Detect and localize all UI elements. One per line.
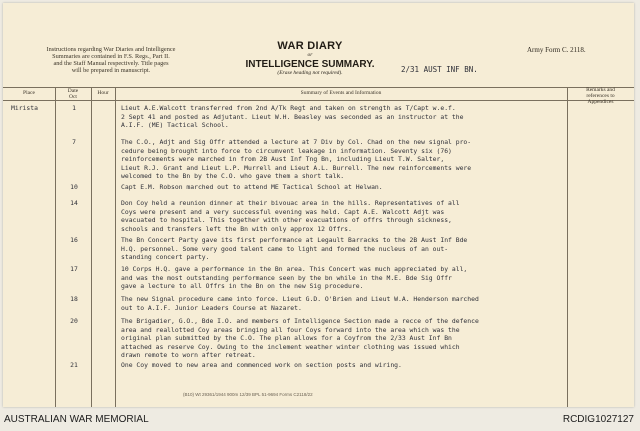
war-diary-title: WAR DIARY (277, 40, 343, 52)
header-rule (3, 100, 634, 101)
entry-date: 16 (70, 236, 78, 244)
col-header-hour: Hour (97, 90, 109, 96)
column-divider (567, 87, 568, 407)
column-divider (55, 87, 56, 407)
col-header-date: Date Oct (67, 88, 79, 100)
col-header-place: Place (23, 90, 35, 96)
entry-date: 14 (70, 199, 78, 207)
column-divider (115, 87, 116, 407)
entry-date: 17 (70, 265, 78, 273)
unit-name: 2/31 AUST INF BN. (401, 65, 478, 74)
entry-date: 1 (72, 104, 76, 112)
column-divider (91, 87, 92, 407)
col-header-remarks: Remarks and references to Appendices (586, 87, 615, 105)
entry-text: The new Signal procedure came into force. Lieut G.D. O'Brien and Lieut W.A. Henderson marched out to A.I.F. Junior Leaders Course at Nazaret. (121, 295, 479, 312)
entry-text: The Brigadier, G.O., Bde I.O. and members of Intelligence Section made a recce of the defence area and reallotted Coy areas bringing all four Coys forward into the area which was the original plan submitted by the C.O. The plan allows for a Coyfrom the 2/33 Aust Inf Bn attached as reserve Coy. Owing to the inclement weather winter clothing was issued which drawn remote to worn after retreat. (121, 317, 479, 359)
entry-date: 18 (70, 295, 78, 303)
diary-sheet (3, 3, 634, 407)
instructions-text: Instructions regarding War Diaries and Intelligence Summaries are contained in F.S. Regs., Part II. and the Staff Manual respectively. Title pages will be prepared in manuscript. (46, 46, 176, 74)
table-top-rule (3, 87, 634, 88)
entry-text: Capt E.M. Robson marched out to attend ME Tactical School at Helwan. (121, 183, 383, 191)
entry-text: 10 Corps H.Q. gave a performance in the Bn area. This Concert was much appreciated by all, and was the most outstanding performance seen by the bn while in the M.E. Bde Sig Offr gave a lecture to all Offrs in the Bn on the new Sig procedure. (121, 265, 468, 290)
erase-heading-note: (Erase heading not required). (277, 70, 343, 76)
entry-text: The Bn Concert Party gave its first performance at Legault Barracks to the 2B Aust Inf Bde H.Q. personnel. Some very good talent came to light and formed the nucleus of an out- standing concert party. (121, 236, 468, 261)
archive-name: AUSTRALIAN WAR MEMORIAL (4, 414, 149, 425)
place-value: Mirista (11, 104, 38, 112)
entry-text: One Coy moved to new area and commenced work on section posts and wiring. (121, 361, 402, 369)
entry-date: 21 (70, 361, 78, 369)
form-number: Army Form C. 2118. (527, 46, 586, 54)
entry-date: 7 (72, 138, 76, 146)
record-id: RCDIG1027127 (562, 414, 634, 425)
entry-text: Lieut A.E.Walcott transferred from 2nd A/Tk Regt and taken on strength as T/Capt w.e.f. 2 Sept 41 and posted as Adjutant. Lieut W.H. Beasley was seconded as an instructor at the A.I.F. (ME) Tactical School. (121, 104, 464, 129)
entry-date: 20 (70, 317, 78, 325)
entry-text: The C.O., Adjt and Sig Offr attended a lecture at 7 Div by Col. Chad on the new signal pro- cedure being brought into force to circumvent leakage in information. Seventy six (76) reinforcements were marched in from 2B Aust Inf Tng Bn, including Lieut T.W. Salter, Lieut R.J. Grant and Lieut L.P. Murrell and Lieut A.L. Burrell. The new reinforcements were welcomed to the Bn by the C.O. who gave them a short talk. (121, 138, 472, 180)
intelligence-summary-title: INTELLIGENCE SUMMARY. (245, 59, 375, 70)
entry-text: Don Coy held a reunion dinner at their bivouac area in the hills. Representatives of all Coys were present and a very successful evening was held. Capt A.E. Walcott Adjt was evacuated to hospital. This together with other evacuations of offrs through sickness, schools and transfers left the Bn with only approx 12 Offrs. (121, 199, 460, 233)
entry-date: 10 (70, 183, 78, 191)
diary-table (3, 87, 634, 407)
archive-footer (0, 409, 640, 431)
print-line: (B10) Wt 29361/1944 900m 12/39 BPL 51-9694 Forms C2118/22 (183, 392, 313, 397)
col-header-summary: Summary of Events and Information (300, 90, 382, 96)
form-title (235, 40, 385, 77)
or-text: or (307, 52, 313, 58)
